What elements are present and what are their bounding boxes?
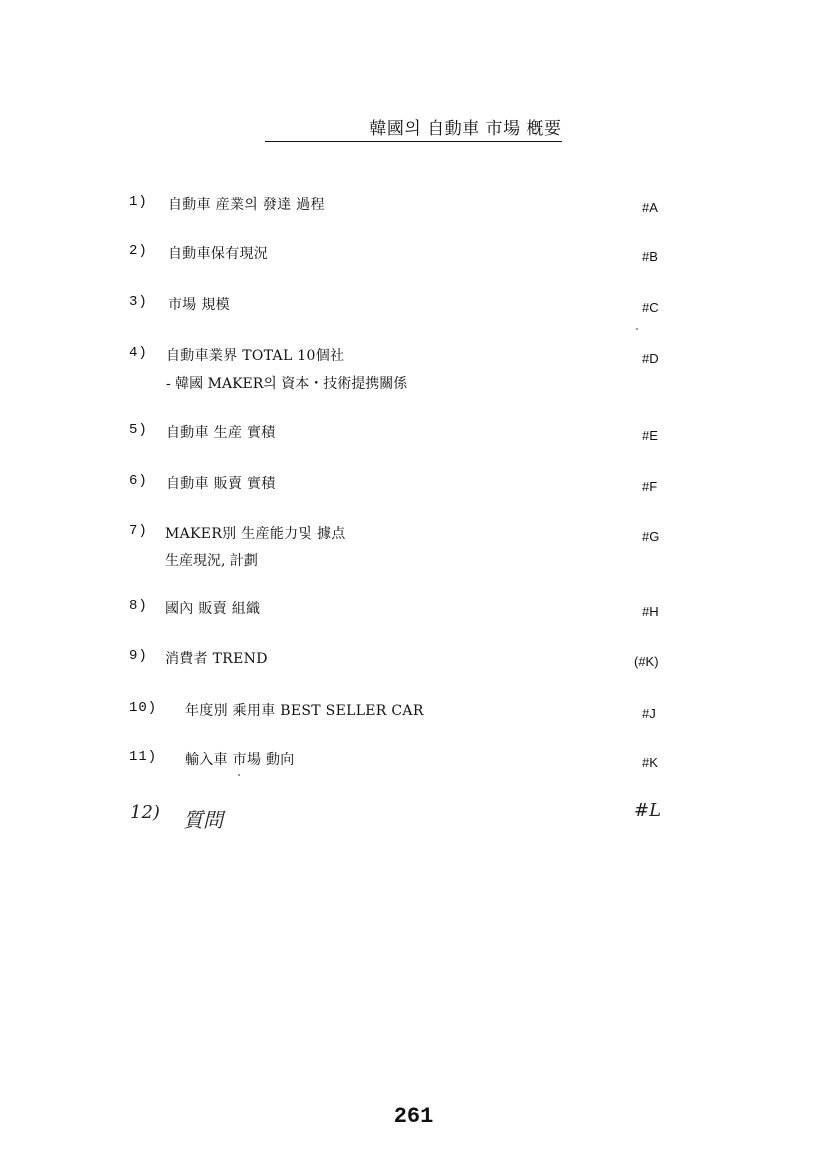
document-title-text: 韓國의 自動車 市場 槪要: [265, 119, 561, 142]
list-item: [0, 345, 827, 397]
scan-speck: [238, 774, 240, 776]
item-number: 2): [129, 243, 148, 259]
list-item: [0, 648, 827, 688]
item-code: #E: [642, 428, 658, 443]
list-item: [0, 294, 827, 334]
item-text: 自動車業界 TOTAL 10個社: [166, 348, 345, 364]
item-number: 7): [129, 523, 148, 539]
item-number: 9): [129, 648, 148, 664]
item-text: 市場 規模: [168, 297, 230, 313]
item-code: #G: [642, 529, 660, 544]
item-code: #J: [642, 706, 656, 721]
scan-speck: [636, 328, 638, 330]
item-code: #A: [642, 200, 658, 215]
item-code: #D: [642, 351, 659, 366]
item-code: #C: [642, 300, 659, 315]
item-code: #H: [642, 604, 659, 619]
item-number: 8): [129, 598, 148, 614]
item-subtext: 生産現況, 計劃: [165, 553, 258, 569]
item-text: 消費者 TREND: [165, 651, 268, 667]
page-number: 261: [393, 1104, 434, 1129]
item-text: 輸入車 市場 動向: [185, 752, 295, 768]
list-item: [0, 598, 827, 638]
list-item: [0, 473, 827, 513]
item-number: 3): [129, 294, 148, 310]
item-text: 國內 販賣 組織: [165, 601, 261, 617]
list-item: [0, 523, 827, 573]
list-item-handwritten: [0, 800, 827, 840]
list-item: [0, 700, 827, 740]
item-text: 自動車保有現況: [168, 246, 269, 262]
item-number: 6): [129, 473, 148, 489]
item-text: 自動車 生産 實積: [166, 425, 276, 441]
item-number: 10): [129, 700, 158, 716]
item-text: 年度別 乘用車 BEST SELLER CAR: [185, 703, 424, 719]
document-title: [0, 114, 827, 139]
item-subtext: - 韓國 MAKER의 資本・技術提携關係: [166, 376, 408, 392]
handwritten-item-number: 12): [130, 802, 160, 823]
list-item: [0, 243, 827, 283]
item-code: #F: [642, 479, 658, 494]
item-code: #B: [642, 249, 658, 264]
item-text: 自動車 産業의 發達 過程: [168, 197, 325, 213]
item-code: (#K): [634, 654, 659, 669]
item-number: 1): [129, 194, 148, 210]
list-item: [0, 194, 827, 234]
handwritten-item-text: 質問: [183, 808, 223, 832]
item-number: 11): [129, 749, 158, 765]
list-item: [0, 749, 827, 789]
item-text: MAKER別 生産能力및 據点: [165, 526, 346, 542]
handwritten-item-code: #L: [634, 800, 662, 821]
item-code: #K: [642, 755, 658, 770]
item-text: 自動車 販賣 實積: [166, 476, 276, 492]
list-item: [0, 422, 827, 462]
item-number: 4): [129, 345, 148, 361]
item-number: 5): [129, 422, 148, 438]
